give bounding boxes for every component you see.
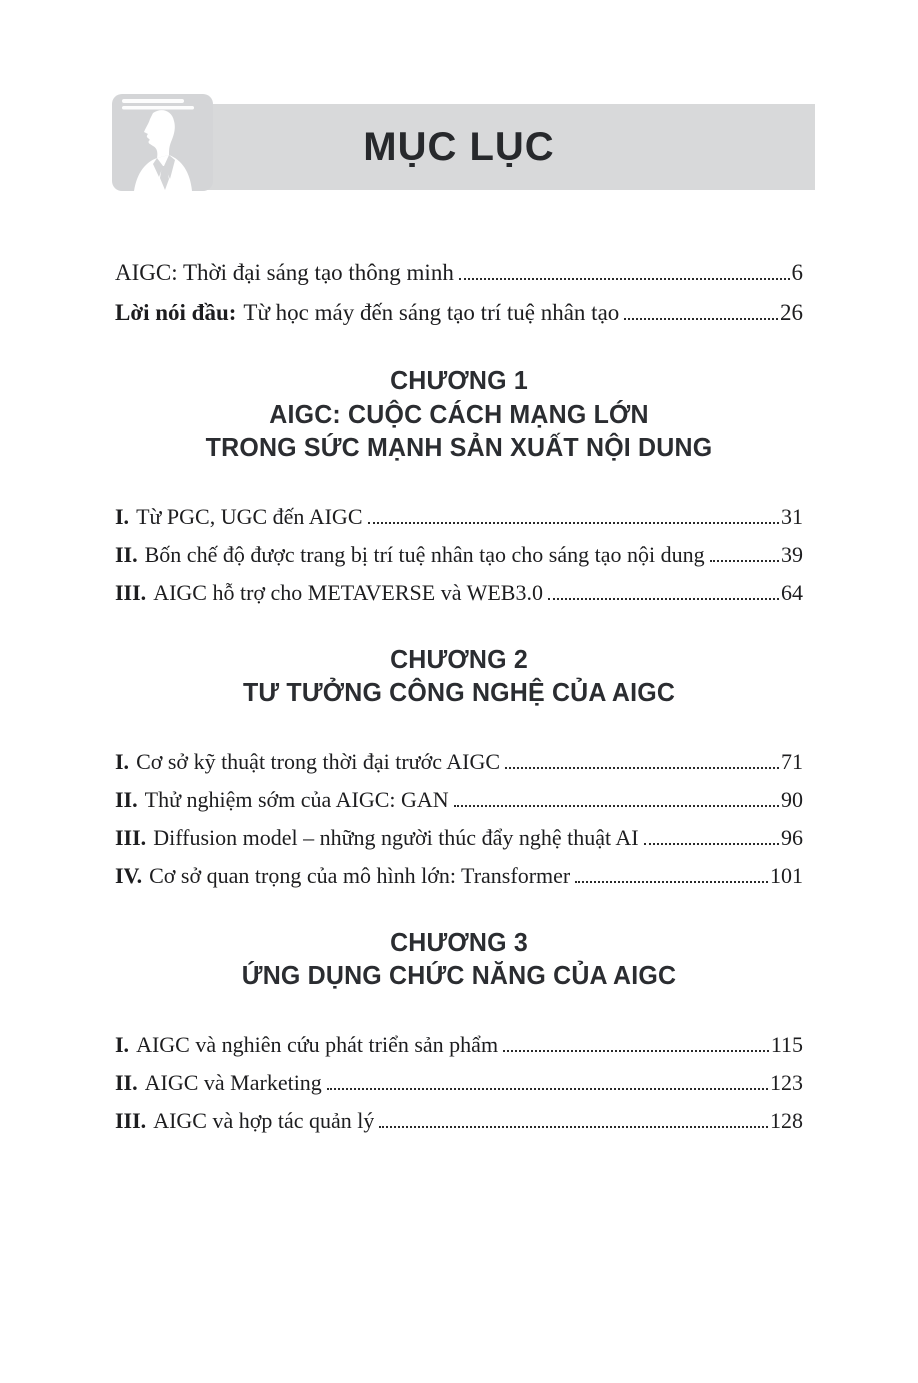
entry-title: Diffusion model – những người thúc đẩy nghệ thuật AI	[153, 824, 639, 850]
entry-page-number: 26	[780, 300, 803, 325]
entry-prefix: III.	[115, 1107, 147, 1133]
entry-title: Cơ sở kỹ thuật trong thời đại trước AIGC	[136, 748, 501, 774]
entry-prefix: I.	[115, 503, 130, 529]
chapter-heading-line: CHƯƠNG 3	[390, 926, 528, 957]
entry-prefix: I.	[115, 1031, 130, 1057]
dot-leader	[644, 843, 779, 845]
front-matter-list	[115, 253, 803, 333]
entry-title: Từ PGC, UGC đến AIGC	[136, 503, 363, 529]
entry-page-number: 128	[770, 1107, 803, 1133]
page-title: MỤC LỤC	[363, 125, 555, 169]
toc-entry	[115, 253, 803, 293]
chapter-heading-line: AIGC: CUỘC CÁCH MẠNG LỚN	[269, 398, 649, 429]
toc-header	[0, 0, 918, 191]
entry-prefix: II.	[115, 541, 138, 567]
chapter-1-entries	[115, 498, 803, 612]
entry-prefix: Lời nói đầu:	[115, 300, 237, 325]
entry-title: AIGC hỗ trợ cho METAVERSE và WEB3.0	[153, 579, 543, 605]
chapter-3-heading	[129, 926, 789, 993]
entry-page-number: 64	[781, 579, 803, 605]
entry-page-number: 31	[781, 503, 803, 529]
chapter-heading-line: TRONG SỨC MẠNH SẢN XUẤT NỘI DUNG	[205, 432, 713, 462]
entry-title: Bốn chế độ được trang bị trí tuệ nhân tạo cho sáng tạo nội dung	[144, 541, 705, 567]
entry-prefix: II.	[115, 786, 138, 812]
dot-leader	[459, 278, 790, 280]
entry-page-number: 101	[770, 862, 803, 888]
dot-leader	[503, 1050, 769, 1052]
entry-page-number: 71	[781, 748, 803, 774]
toc-entry	[115, 1026, 803, 1064]
entry-title: Cơ sở quan trọng của mô hình lớn: Transformer	[149, 862, 571, 888]
toc-entry	[115, 574, 803, 612]
entry-title: AIGC và hợp tác quản lý	[153, 1107, 375, 1133]
entry-prefix: III.	[115, 579, 147, 605]
dot-leader	[379, 1126, 768, 1128]
chapter-3-entries	[115, 1026, 803, 1140]
entry-page-number: 115	[770, 1031, 803, 1057]
chapter-2-heading	[129, 643, 789, 710]
entry-page-number: 6	[791, 260, 803, 285]
chapter-heading-line: CHƯƠNG 1	[390, 365, 528, 395]
toc-entry	[115, 293, 803, 333]
entry-prefix: IV.	[115, 862, 143, 888]
entry-prefix: I.	[115, 748, 130, 774]
dot-leader	[548, 598, 779, 600]
entry-page-number: 123	[770, 1069, 803, 1095]
toc-entry	[115, 1102, 803, 1140]
entry-title: Thử nghiệm sớm của AIGC: GAN	[144, 786, 449, 812]
chapter-heading-line: CHƯƠNG 2	[390, 643, 528, 674]
toc-entry	[115, 498, 803, 536]
toc-entry	[115, 536, 803, 574]
entry-prefix: II.	[115, 1069, 138, 1095]
toc-entry	[115, 781, 803, 819]
chapter-heading-line: TƯ TƯỞNG CÔNG NGHỆ CỦA AIGC	[242, 677, 676, 707]
dot-leader	[624, 318, 778, 320]
chapter-2-entries	[115, 743, 803, 895]
entry-prefix: III.	[115, 824, 147, 850]
entry-title: AIGC và nghiên cứu phát triển sản phẩm	[136, 1031, 499, 1057]
entry-page-number: 90	[781, 786, 803, 812]
dot-leader	[505, 767, 779, 769]
toc-entry	[115, 743, 803, 781]
dot-leader	[710, 560, 779, 562]
chapter-heading-line: ỨNG DỤNG CHỨC NĂNG CỦA AIGC	[241, 960, 677, 990]
toc-entry	[115, 819, 803, 857]
entry-title: AIGC và Marketing	[144, 1069, 322, 1095]
toc-entry	[115, 857, 803, 895]
entry-page-number: 96	[781, 824, 803, 850]
entry-title: Từ học máy đến sáng tạo trí tuệ nhân tạo	[243, 300, 620, 325]
dot-leader	[327, 1088, 768, 1090]
entry-page-number: 39	[781, 541, 803, 567]
chapter-1-heading	[129, 364, 789, 465]
dot-leader	[454, 805, 779, 807]
dot-leader	[575, 881, 768, 883]
entry-title: AIGC: Thời đại sáng tạo thông minh	[115, 260, 454, 285]
toc-entry	[115, 1064, 803, 1102]
toc-content	[115, 191, 803, 1140]
dot-leader	[368, 522, 780, 524]
